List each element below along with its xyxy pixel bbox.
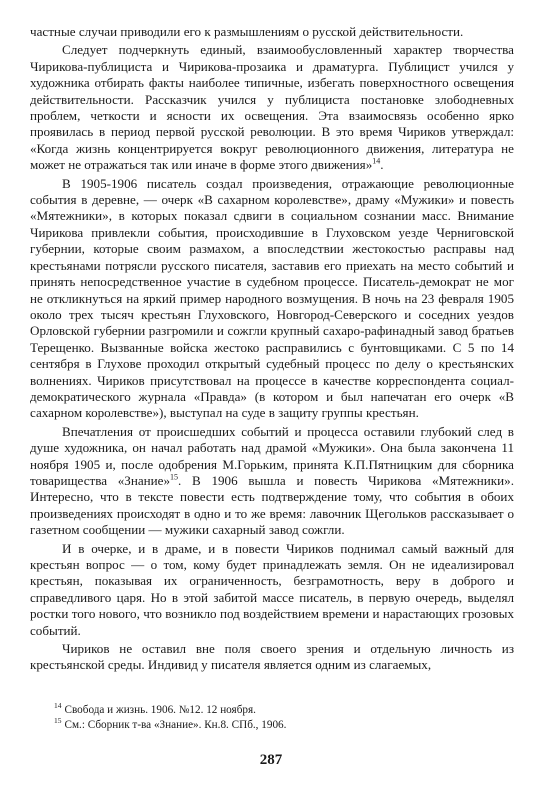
paragraph-text: . В 1906 вышла и повесть Чирикова «Мятежники». Интересно, что в тексте повести есть подтверждение тому, что события в обоих произведениях происходят в одно и то же время: лавочник Щегольков рассказывает о газетном сообщении — мужики сахарный завод сожгли. — [30, 472, 514, 538]
paragraph-text: И в очерке, и в драме, и в повести Чириков поднимал самый важный для крестьян вопрос — о том, кому будет принадлежать земля. Он не идеализировал крестьян, показывая их ограниченность, безграмотность, веру в доброго и справедливого царя. Но в этой забитой массе писатель, в первую очередь, выделял ростки того нового, что возникло под воздействием времени и нарастающих грозовых событий. — [30, 540, 514, 638]
footnote-number: 14 — [54, 701, 62, 711]
paragraph-text: Следует подчеркнуть единый, взаимообусловленный характер творчества Чирикова-публициста и Чирикова-прозаика и драматурга. Публицист учился у художника отбирать факты наиболее типичные, избегать поверхностного освещения действительности. Рассказчик учился у публициста постановке злободневных проблем, четкости и ясности их освещения. Эта взаимосвязь особенно ярко проявилась в период первой русской революции. В это время Чириков утверждал: «Когда жизнь концентрируется вокруг революционного движения, литература не может не отражаться так или иначе в форме этого движения» — [30, 42, 514, 173]
footnote-text: См.: Сборник т-ва «Знание». Кн.8. СПб., 1906. — [64, 719, 287, 731]
main-text — [30, 24, 514, 676]
paragraph — [30, 424, 514, 539]
paragraph-text: В 1905-1906 писатель создал произведения, отражающие революционные события в деревне, — очерк «В сахарном королевстве», драму «Мужики» и повесть «Мятежники», в которых показал сдвиги в социальном сознании масс. Внимание Чирикова привлекли события, происходившие в Глуховском уезде Черниговской губернии, которые своим размахом, а впоследствии жестокостью расправы над крестьянами потрясли русского писателя, заставив его приехать на место событий и принять непосредственное участие в судебном процессе. Писатель-демократ не мог не откликнуться на яркий пример народного возмущения. В ночь на 23 февраля 1905 около трех тысяч крестьян Глуховского, Новгород-Северского и соседних уездов Орловской губернии разгромили и сожгли крупный сахаро-рафинадный завод братьев Терещенко. Вызванные войска жестоко расправились с бунтовщиками. С 5 по 14 сентября в Глухове проходил открытый судебный процесс по делу о крестьянских волнениях. Чириков присутствовал на процессе в качестве корреспондента социал-демократического журнала «Правда» (в котором и был напечатан его очерк «В сахарном королевстве»), выступал на суде в защиту группы крестьян. — [30, 175, 514, 421]
footnote-ref[interactable]: 15 — [170, 472, 179, 482]
paragraph-text: частные случаи приводили его к размышлениям о русской действительности. — [30, 24, 464, 39]
paragraph — [30, 176, 514, 422]
footnote-number: 15 — [54, 716, 62, 726]
paragraph-text: . — [380, 157, 384, 173]
paragraph-text: Чириков не оставил вне поля своего зрения и отдельную личность из крестьянской среды. Индивид у писателя является одним из слагаемых, — [30, 641, 514, 673]
footnotes — [30, 703, 514, 733]
footnote — [30, 718, 514, 733]
footnote-ref[interactable]: 14 — [372, 156, 381, 166]
paragraph — [30, 541, 514, 639]
paragraph — [30, 24, 514, 40]
paragraph — [30, 42, 514, 173]
paragraph-text: Впечатления от происшедших событий и процесса оставили глубокий след в душе художника, он начал работать над драмой «Мужики». Она была закончена 11 ноября 1905 и, после одобрения М.Горьким, принята К.П.Пятницким для сборника товарищества «Знание» — [30, 423, 514, 488]
page-number: 287 — [259, 752, 283, 768]
footnote — [30, 703, 514, 718]
paragraph — [30, 641, 514, 674]
footnote-text: Свобода и жизнь. 1906. №12. 12 ноября. — [64, 704, 256, 716]
